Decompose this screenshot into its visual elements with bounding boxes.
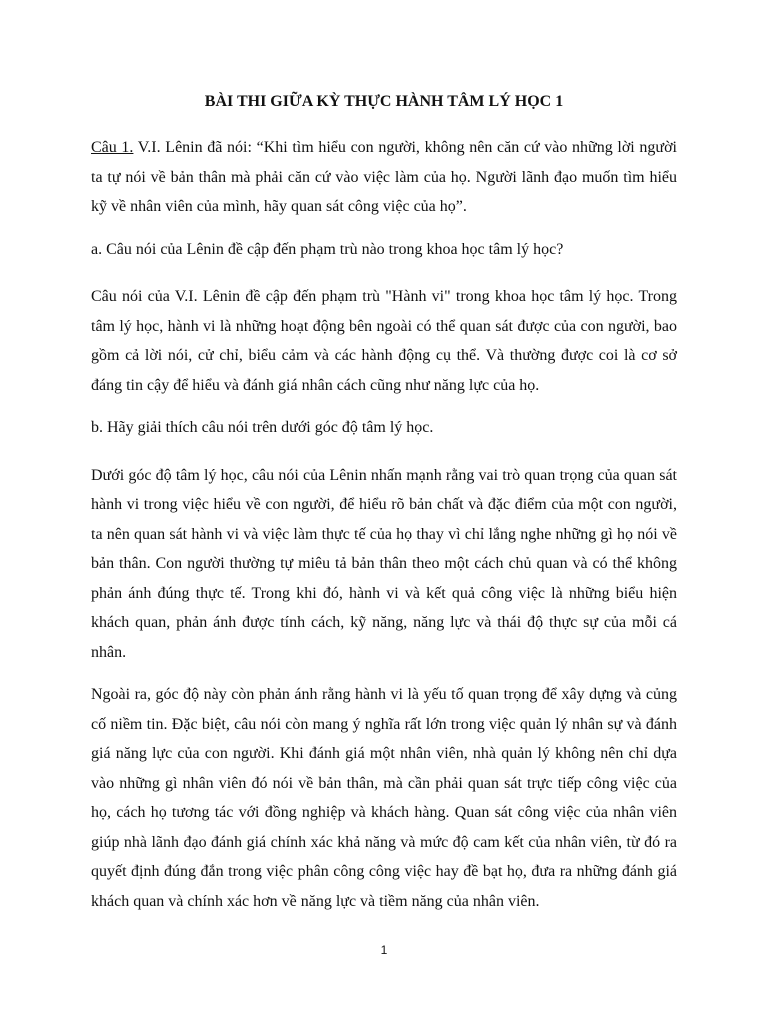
part-b-question: b. Hãy giải thích câu nói trên dưới góc độ tâm lý học.: [91, 419, 434, 436]
question-label: Câu 1.: [91, 139, 134, 156]
part-b-answer-paragraph-2: Ngoài ra, góc độ này còn phản ánh rằng hành vi là yếu tố quan trọng để xây dựng và củng cố niềm tin. Đặc biệt, câu nói còn mang ý nghĩa rất lớn trong việc quản lý nhân sự và đánh giá năng lực của con người. Khi đánh giá một nhân viên, nhà quản lý không nên chỉ dựa vào những gì nhân viên đó nói về bản thân, mà cần phải quan sát trực tiếp công việc của họ, cách họ tương tác với đồng nghiệp và khách hàng. Quan sát công việc của nhân viên giúp nhà lãnh đạo đánh giá chính xác khả năng và mức độ cam kết của nhân viên, từ đó ra quyết định đúng đắn trong việc phân công công việc hay đề bạt họ, đưa ra những đánh giá khách quan và chính xác hơn về năng lực và tiềm năng của nhân viên.: [91, 686, 677, 910]
question-text: V.I. Lênin đã nói: “Khi tìm hiểu con người, không nên căn cứ vào những lời người ta tự nói về bản thân mà phải căn cứ vào việc làm của họ. Người lãnh đạo muốn tìm hiểu kỹ về nhân viên của mình, hãy quan sát công việc của họ”.: [91, 139, 677, 215]
part-a-question: a. Câu nói của Lênin đề cập đến phạm trù nào trong khoa học tâm lý học?: [91, 240, 564, 258]
part-b-answer-paragraph-1: Dưới góc độ tâm lý học, câu nói của Lênin nhấn mạnh rằng vai trò quan trọng của quan sát hành vi trong việc hiểu về con người, để hiểu rõ bản chất và đặc điểm của một con người, ta nên quan sát hành vi và việc làm thực tế của họ thay vì chỉ lắng nghe những gì họ nói về bản thân. Con người thường tự miêu tả bản thân theo một cách chủ quan và có thể không phản ánh đúng thực tế. Trong khi đó, hành vi và kết quả công việc là những biểu hiện khách quan, phản ánh được tính cách, kỹ năng, năng lực và thái độ thực sự của mỗi cá nhân.: [91, 466, 677, 661]
question-paragraph: [91, 133, 677, 222]
part-a-answer: Câu nói của V.I. Lênin đề cập đến phạm trù "Hành vi" trong khoa học tâm lý học. Trong tâm lý học, hành vi là những hoạt động bên ngoài có thể quan sát được của con người, bao gồm cả lời nói, cử chỉ, biểu cảm và các hành động cụ thể. Và thường được coi là cơ sở đáng tin cậy để hiểu và đánh giá nhân cách cũng như năng lực của họ.: [91, 288, 677, 394]
page-number: 1: [380, 943, 388, 957]
document-title: BÀI THI GIỮA KỲ THỰC HÀNH TÂM LÝ HỌC 1: [204, 93, 564, 110]
document-body: [91, 84, 677, 929]
